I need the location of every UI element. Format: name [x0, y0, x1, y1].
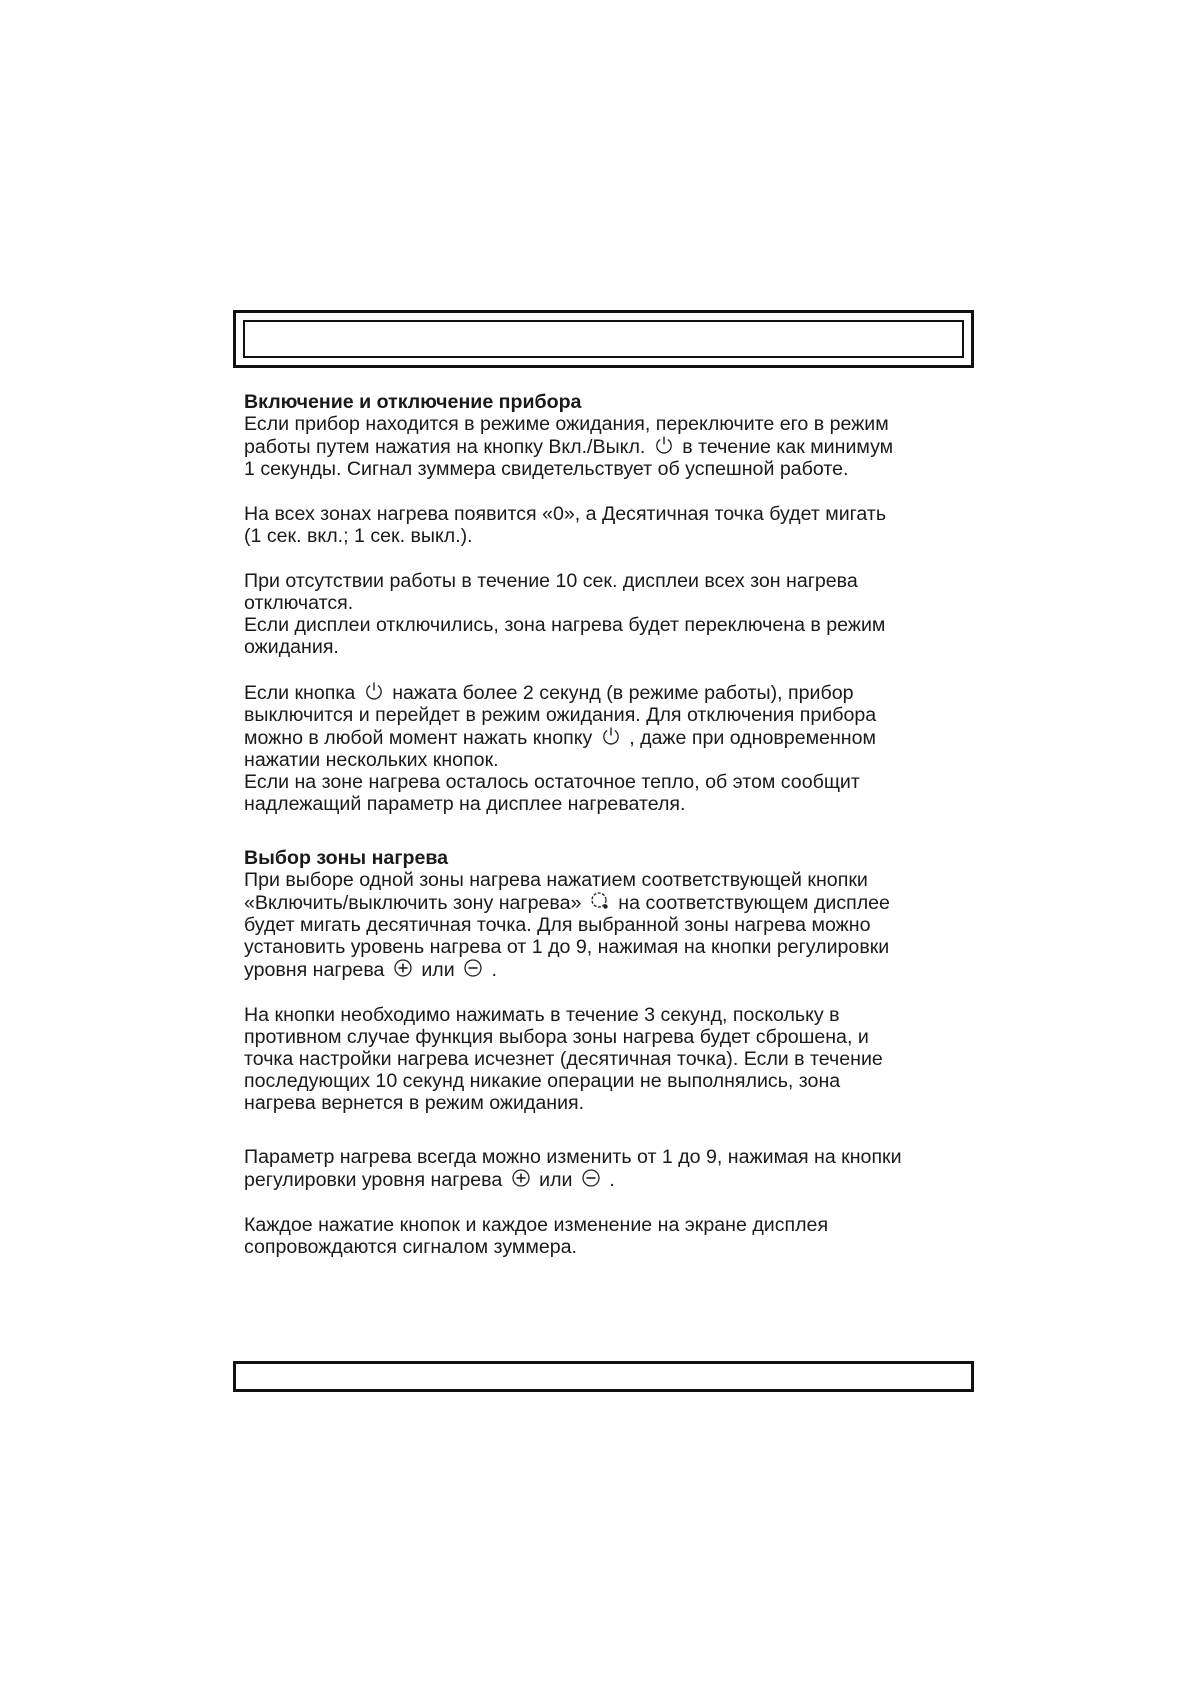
text-line: нажатии нескольких кнопок.	[244, 749, 499, 771]
text-line	[244, 726, 974, 749]
text-line	[244, 435, 974, 458]
text-line	[244, 681, 974, 704]
text-fragment: , даже при одновременном	[629, 727, 876, 749]
text-line: последующих 10 секунд никакие операции не выполнялись, зона	[244, 1070, 841, 1092]
text-line: сопровождаются сигналом зуммера.	[244, 1236, 577, 1258]
text-line: Каждое нажатие кнопок и каждое изменение на экране дисплея	[244, 1214, 829, 1236]
section-heading-power: Включение и отключение прибора	[244, 391, 582, 413]
paragraph-power-on	[244, 413, 974, 480]
text-line: При выборе одной зоны нагрева нажатием соответствующей кнопки	[244, 869, 868, 891]
text-line: Параметр нагрева всегда можно изменить от 1 до 9, нажимая на кнопки	[244, 1146, 902, 1168]
paragraph-power-off	[244, 681, 974, 815]
paragraph-timeout	[244, 1004, 974, 1114]
plus-circle-icon	[393, 958, 413, 978]
paragraph-zero-display	[244, 503, 974, 547]
power-icon	[654, 435, 674, 455]
text-line: 1 секунды. Сигнал зуммера свидетельствует об успешной работе.	[244, 458, 849, 480]
section-heading-zone: Выбор зоны нагрева	[244, 847, 449, 869]
text-line: отключатся.	[244, 592, 354, 614]
minus-circle-icon	[463, 958, 483, 978]
text-fragment: .	[609, 1169, 615, 1191]
text-fragment: работы путем нажатия на кнопку Вкл./Выкл.	[244, 436, 646, 458]
zone-select-icon	[590, 891, 610, 911]
text-fragment: можно в любой момент нажать кнопку	[244, 727, 593, 749]
text-line: надлежащий параметр на дисплее нагревателя.	[244, 793, 686, 815]
text-fragment: уровня нагрева	[244, 959, 385, 981]
power-icon	[601, 726, 621, 746]
paragraph-change-level	[244, 1146, 974, 1191]
text-fragment: Если кнопка	[244, 682, 356, 704]
plus-circle-icon	[511, 1168, 531, 1188]
paragraph-inactivity	[244, 570, 974, 658]
text-fragment: или	[539, 1169, 573, 1191]
header-frame-inner	[243, 320, 964, 358]
text-fragment: или	[421, 959, 455, 981]
footer-frame	[233, 1361, 974, 1392]
text-line: Если прибор находится в режиме ожидания, переключите его в режим	[244, 413, 889, 435]
power-icon	[364, 681, 384, 701]
text-fragment: регулировки уровня нагрева	[244, 1169, 503, 1191]
minus-circle-icon	[581, 1168, 601, 1188]
document-body	[244, 391, 974, 1258]
text-line: ожидания.	[244, 636, 339, 658]
header-frame	[233, 310, 974, 368]
text-line: выключится и перейдет в режим ожидания. Для отключения прибора	[244, 704, 877, 726]
text-line: точка настройки нагрева исчезнет (десятичная точка). Если в течение	[244, 1048, 883, 1070]
text-line	[244, 1168, 974, 1191]
text-fragment: .	[491, 959, 497, 981]
text-line: Если на зоне нагрева осталось остаточное тепло, об этом сообщит	[244, 771, 860, 793]
text-line: нагрева вернется в режим ожидания.	[244, 1092, 585, 1114]
text-line: установить уровень нагрева от 1 до 9, нажимая на кнопки регулировки	[244, 936, 890, 958]
text-line: На кнопки необходимо нажимать в течение 3 секунд, поскольку в	[244, 1004, 840, 1026]
text-fragment: на соответствующем дисплее	[618, 892, 890, 914]
text-line	[244, 958, 974, 981]
paragraph-buzzer	[244, 1214, 974, 1258]
text-fragment: «Включить/выключить зону нагрева»	[244, 892, 582, 914]
text-line: противном случае функция выбора зоны нагрева будет сброшена, и	[244, 1026, 869, 1048]
text-line	[244, 891, 974, 914]
text-line: (1 сек. вкл.; 1 сек. выкл.).	[244, 525, 473, 547]
text-line: На всех зонах нагрева появится «0», а Десятичная точка будет мигать	[244, 503, 887, 525]
text-line: Если дисплеи отключились, зона нагрева будет переключена в режим	[244, 614, 886, 636]
text-fragment: нажата более 2 секунд (в режиме работы), прибор	[392, 682, 854, 704]
text-line: будет мигать десятичная точка. Для выбранной зоны нагрева можно	[244, 914, 871, 936]
paragraph-zone-select	[244, 869, 974, 981]
text-fragment: в течение как минимум	[682, 436, 894, 458]
text-line: При отсутствии работы в течение 10 сек. дисплеи всех зон нагрева	[244, 570, 858, 592]
